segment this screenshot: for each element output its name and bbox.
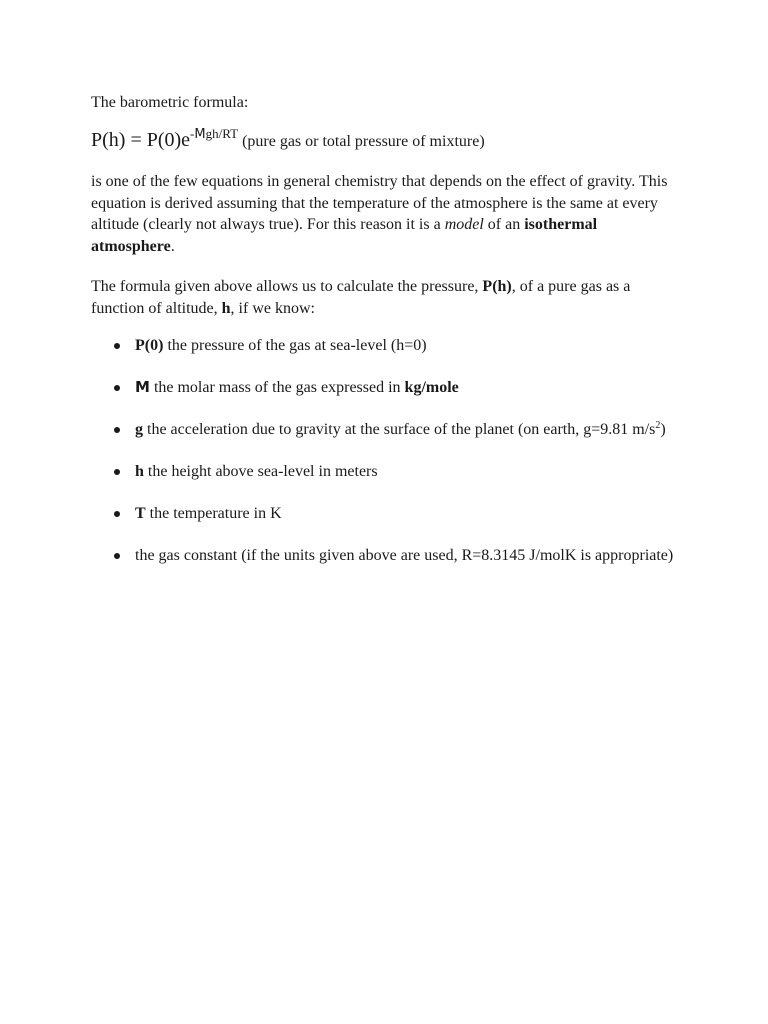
paragraph2-text-b: , of a pure gas as a function of altitude, <box>91 278 631 317</box>
formula-main: P(h) = P(0)e <box>91 129 191 151</box>
paragraph2-text-a: The formula given above allows us to calculate the pressure, <box>91 278 483 295</box>
term-p0: P(0) <box>135 337 164 354</box>
list-item <box>91 461 681 482</box>
list-item-text: the gas constant (if the units given above are used, R=8.3145 J/molK is appropriate) <box>135 547 674 564</box>
list-item-text: the pressure of the gas at sea-level (h=0) <box>163 337 427 354</box>
term-m: M <box>135 378 150 396</box>
paragraph1-text-c: . <box>170 237 175 255</box>
exponent-rest: gh/RT <box>205 126 239 141</box>
superscript-2: 2 <box>655 420 661 431</box>
list-item-tail: ) <box>660 421 666 438</box>
list-item-text: the molar mass of the gas expressed in <box>149 379 405 396</box>
exponent-sign: - <box>190 126 195 141</box>
paragraph1-text-b: of an <box>483 216 525 233</box>
bullet-icon <box>114 385 120 391</box>
list-item-text: the acceleration due to gravity at the surface of the planet (on earth, g=9.81 m/s <box>143 421 656 438</box>
list-item <box>91 377 681 398</box>
list-item <box>91 545 681 566</box>
bullet-icon <box>114 511 120 517</box>
paragraph-isothermal <box>91 171 681 257</box>
document-page <box>91 93 681 587</box>
paragraph-calculate <box>91 276 681 319</box>
exponent-m: M <box>194 127 206 142</box>
list-item-text: the temperature in K <box>145 505 282 522</box>
isothermal-bold: isothermal atmosphere <box>91 216 598 255</box>
bullet-icon <box>114 469 120 475</box>
bullet-icon <box>114 343 120 349</box>
formula-line <box>91 127 681 156</box>
formula-note: (pure gas or total pressure of mixture) <box>242 133 485 150</box>
intro-text: The barometric formula: <box>91 94 249 111</box>
list-item <box>91 503 681 524</box>
term-h: h <box>135 463 144 480</box>
paragraph2-text-c: , if we know: <box>230 299 315 317</box>
term-g: g <box>135 421 143 438</box>
list-item-text: the height above sea-level in meters <box>143 463 378 480</box>
bullet-icon <box>114 553 120 559</box>
kg-mole-bold: kg/mole <box>404 379 459 396</box>
paragraph1-text-a: is one of the few equations in general chemistry that depends on the effect of gravity. This equation is derived assuming that the temperature of the atmosphere is the same at every altitude (clearly not always true). For this reason it is a <box>91 173 668 233</box>
variables-list <box>91 335 681 566</box>
term-t: T <box>135 505 146 522</box>
list-item <box>91 419 681 440</box>
h-bold: h <box>221 299 231 317</box>
formula-exponent <box>190 126 238 141</box>
ph-bold: P(h) <box>482 278 512 295</box>
list-item <box>91 335 681 356</box>
bullet-icon <box>114 427 120 433</box>
model-italic: model <box>444 216 484 233</box>
